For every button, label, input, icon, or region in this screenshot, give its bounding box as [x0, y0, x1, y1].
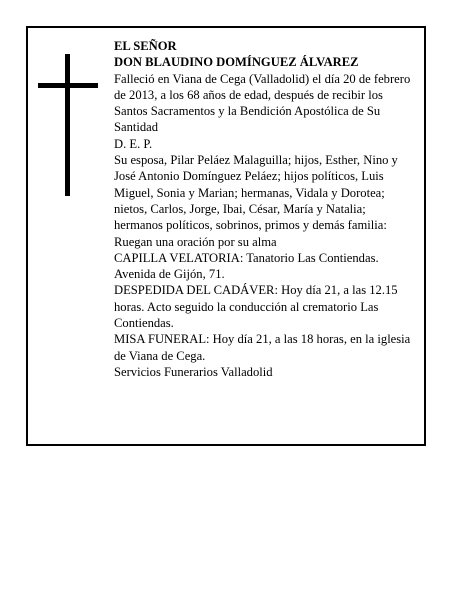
chapel-info: CAPILLA VELATORIA: Tanatorio Las Contiendas. Avenida de Gijón, 71.: [114, 250, 379, 282]
farewell-info: DESPEDIDA DEL CADÁVER: Hoy día 21, a las 12.15 horas. Acto seguido la conducción al crematorio Las Contiendas.: [114, 283, 398, 331]
cross-icon: [38, 54, 98, 196]
mass-info: MISA FUNERAL: Hoy día 21, a las 18 horas, en la iglesia de Viana de Cega.: [114, 332, 411, 363]
family-list: Su esposa, Pilar Peláez Malaguilla; hijos, Esther, Nino y José Antonio Domínguez Peláez; hijos políticos, Luis Miguel, Sonia y Marian; hermanas, Vidala y Dorotea; nietos, Carlos, Jorge, Ibai, César, María y Natalia; hermanos políticos, sobrinos, primos y demás familia:: [114, 153, 398, 233]
death-info: Falleció en Viana de Cega (Valladolid) el día 20 de febrero de 2013, a los 68 años de edad, después de recibir los Santos Sacramentos y la Bendición Apostólica de Su Santidad: [114, 71, 411, 135]
rip-text: D. E. P.: [114, 136, 153, 151]
obituary-text: [114, 38, 414, 380]
prayer-request: Ruegan una oración por su alma: [114, 234, 277, 249]
cross-vertical-bar: [65, 54, 70, 196]
funeral-services: Servicios Funerarios Valladolid: [114, 364, 273, 379]
cross-horizontal-bar: [38, 83, 98, 88]
notice-title: EL SEÑOR: [114, 39, 177, 53]
deceased-name: DON BLAUDINO DOMÍNGUEZ ÁLVAREZ: [114, 55, 359, 70]
